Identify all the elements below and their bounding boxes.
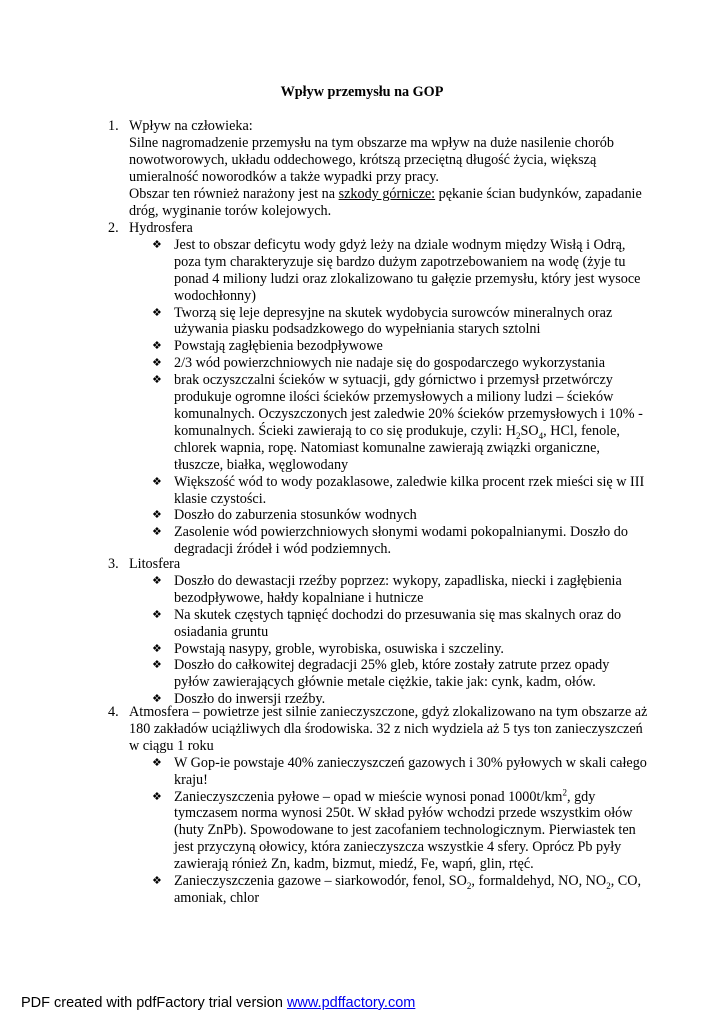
diamond-bullet-icon: ❖ [152, 658, 162, 672]
section-number: 1. [108, 118, 119, 134]
bullet-list [108, 755, 648, 907]
item-text: 2/3 wód powierzchniowych nie nadaje się do gospodarczego wykorzystania [174, 355, 606, 372]
diamond-bullet-icon: ❖ [152, 356, 162, 370]
item-text: Zasolenie wód powierzchniowych słonymi wodami pokopalnianymi. Doszło do degradacji źródeł i wód podziemnych. [174, 524, 628, 558]
diamond-bullet-icon: ❖ [152, 607, 162, 621]
diamond-bullet-icon: ❖ [152, 237, 162, 251]
item-text: , CO, amoniak, chlor [174, 873, 642, 906]
item-text: Doszło do całkowitej degradacji 25% gleb, które zostały zatrute przez opady pyłów zawierających głównie metale ciężkie, takie jak: cynk, kadm, ołów. [174, 657, 610, 691]
list-item [108, 355, 648, 372]
list-item [108, 641, 648, 658]
text-run: pękanie ścian budynków, zapadanie dróg, wyginanie torów kolejowych. [129, 185, 642, 219]
item-text: Tworzą się leje depresyjne na skutek wydobycia surowców mineralnych oraz używania piasku podsadzkowego do wypełniania starych sztolni [174, 304, 613, 338]
superscript: 2 [562, 786, 567, 797]
list-item [108, 524, 648, 558]
item-text: , gdy tymczasem norma wynosi 250t. W skład pyłów wchodzi przede wszystkim ołów (huty ZnPb). Spowodowane to jest zacofaniem technologicznym. Pierwiastek ten jest przyczyną ołowicy, która zanieczyszcza wszystkie 4 sfery. Oprócz Pb pyły zawierają rónież Zn, kadm, bizmut, miedź, Fe, wapń, glin, rtęć. [174, 788, 636, 873]
list-item [108, 338, 648, 355]
list-item [108, 573, 648, 607]
diamond-bullet-icon: ❖ [152, 474, 162, 488]
list-item [108, 507, 648, 524]
list-item [108, 607, 648, 641]
diamond-bullet-icon: ❖ [152, 339, 162, 353]
subscript: 2 [606, 880, 611, 891]
item-text: Doszło do dewastacji rzeźby poprzez: wykopy, zapadliska, niecki i zagłębienia bezodpływowe, hałdy kopalniane i hutnicze [174, 572, 622, 606]
paragraph: Silne nagromadzenie przemysłu na tym obszarze ma wpływ na duże nasilenie chorób nowotworowych, układu oddechowego, krótszą przeciętną długość życia, większą umieralność noworodków a także wypadki przy pracy. [129, 134, 614, 185]
document-title: Wpływ przemysłu na GOP [280, 84, 444, 100]
subscript: 2 [466, 880, 472, 891]
list-item [108, 873, 648, 907]
list-item [108, 305, 648, 339]
list-item [108, 372, 648, 473]
subscript: 4 [538, 430, 544, 441]
paragraph [129, 186, 648, 220]
diamond-bullet-icon: ❖ [152, 641, 162, 655]
item-text: W Gop-ie powstaje 40% zanieczyszczeń gazowych i 30% pyłowych w skali całego kraju! [174, 754, 647, 788]
item-text: Jest to obszar deficytu wody gdyż leży na dziale wodnym między Wisłą i Odrą, poza tym charakteryzuje się bardzo dużym zapotrzebowaniem na wodę (żyje tu ponad 4 miliony ludzi oraz zlokalizowano tu gałęzie przemysłu, który jest wysoce wodochłonny) [174, 236, 641, 304]
text-run: Obszar ten również narażony jest na [129, 185, 339, 202]
diamond-bullet-icon: ❖ [152, 789, 162, 803]
section-heading: Atmosfera – powietrze jest silnie zanieczyszczone, gdyż zlokalizowano na tym obszarze aż 180 zakładów uciążliwych dla środowiska. 32 z nich wydziela aż 5 tys ton zanieczyszczeń w ciągu 1 roku [129, 704, 648, 754]
list-item [108, 237, 648, 305]
diamond-bullet-icon: ❖ [152, 525, 162, 539]
list-item [108, 786, 648, 874]
item-text: Doszło do zaburzenia stosunków wodnych [174, 507, 417, 524]
item-text: , HCl, fenole, chlorek wapnia, ropę. Natomiast komunalne zawierają związki organiczne, tłuszcze, białka, węglowodany [174, 422, 620, 473]
underlined-term: szkody górnicze: [338, 185, 436, 202]
section-3 [108, 556, 648, 708]
item-text: SO [520, 422, 539, 439]
list-item [108, 755, 648, 789]
section-4 [108, 704, 648, 907]
bullet-list [108, 573, 648, 708]
item-text: Powstają zagłębienia bezodpływowe [174, 338, 383, 355]
subscript: 2 [515, 430, 521, 441]
section-number: 4. [108, 704, 119, 720]
diamond-bullet-icon: ❖ [152, 874, 162, 888]
diamond-bullet-icon: ❖ [152, 305, 162, 319]
diamond-bullet-icon: ❖ [152, 692, 162, 706]
list-item [108, 657, 648, 691]
item-text: Zanieczyszczenia gazowe – siarkowodór, fenol, SO [174, 873, 467, 890]
section-heading: Litosfera [129, 556, 181, 572]
section-1 [108, 118, 648, 219]
section-2 [108, 220, 648, 558]
item-text: Zanieczyszczenia pyłowe – opad w mieście wynosi ponad 1000t/km [174, 788, 563, 805]
diamond-bullet-icon: ❖ [152, 373, 162, 387]
item-text: Doszło do inwersji rzeźby. [174, 691, 326, 708]
section-number: 3. [108, 556, 119, 572]
bullet-list [108, 237, 648, 558]
footer-text: PDF created with pdfFactory trial version [21, 995, 287, 1011]
item-text: Na skutek częstych tąpnięć dochodzi do przesuwania się mas skalnych oraz do osiadania gruntu [174, 606, 622, 640]
section-number: 2. [108, 220, 119, 236]
item-text: brak oczyszczalni ścieków w sytuacji, gdy górnictwo i przemysł przetwórczy produkuje ogromne ilości ścieków przemysłowych a miliony ludzi – ścieków komunalnych. Oczyszczonych jest zaledwie 20% ścieków przemysłowych i 10% - komunalnych. Ścieki zawierają to co się produkuje, czyli: H [174, 372, 643, 439]
list-item [108, 474, 648, 508]
pdf-footer [21, 995, 415, 1012]
item-text: Powstają nasypy, groble, wyrobiska, osuwiska i szczeliny. [174, 640, 504, 657]
section-heading: Hydrosfera [129, 220, 193, 236]
item-text: , formaldehyd, NO, NO [471, 873, 607, 890]
diamond-bullet-icon: ❖ [152, 508, 162, 522]
diamond-bullet-icon: ❖ [152, 755, 162, 769]
item-text: Większość wód to wody pozaklasowe, zaledwie kilka procent rzek mieści się w III klasie czystości. [174, 473, 645, 507]
section-heading: Wpływ na człowieka: [129, 118, 253, 134]
pdffactory-link[interactable]: www.pdffactory.com [286, 995, 416, 1011]
diamond-bullet-icon: ❖ [152, 573, 162, 587]
